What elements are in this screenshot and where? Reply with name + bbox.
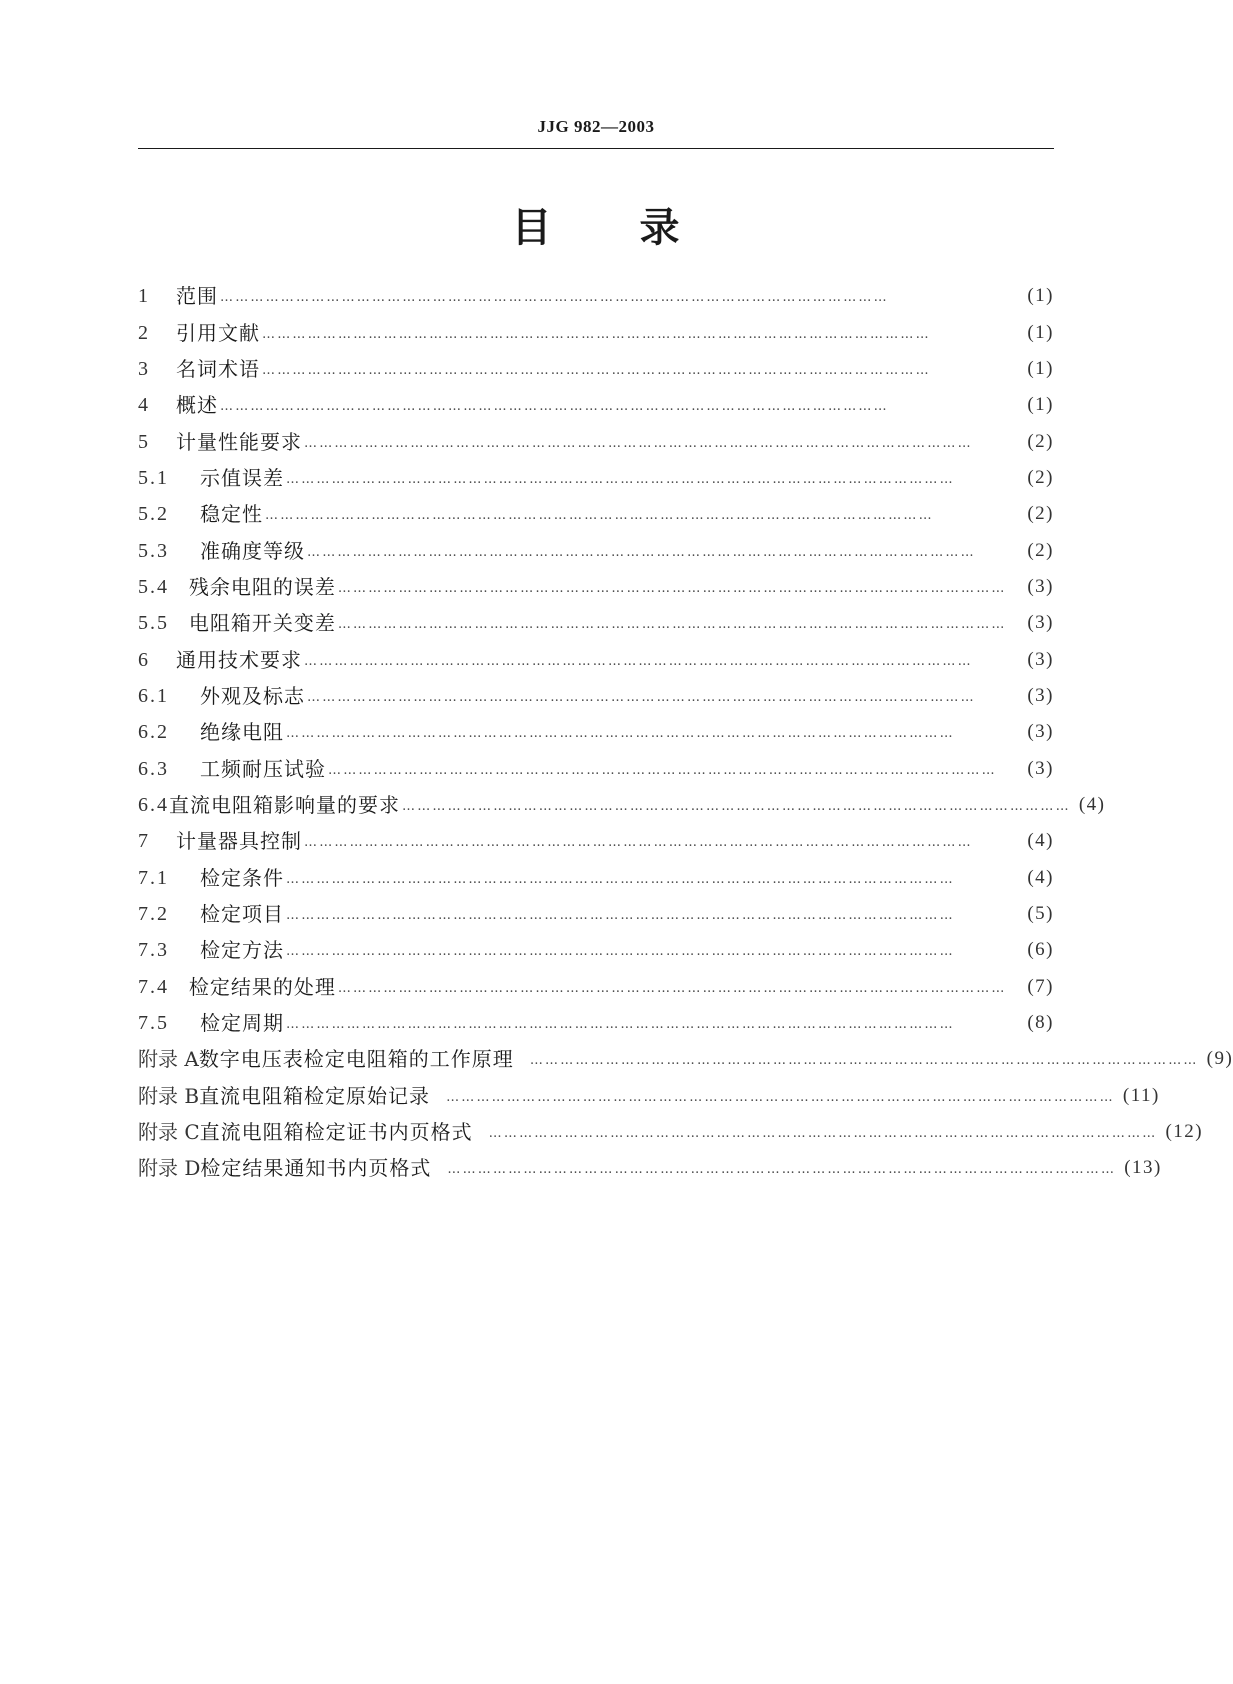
title-char-1: 目	[511, 205, 552, 251]
toc-leader-dots: ……………………………………………………………………………………………………………………	[529, 1053, 1199, 1069]
toc-page-number: (9)	[1206, 1048, 1233, 1070]
toc-leader-dots: ……………………………………………………………………………………………………………………	[286, 871, 955, 887]
toc-title: 检定周期	[200, 1011, 284, 1036]
toc-leader-dots: ……………………………………………………………………………………………………………………	[307, 689, 976, 705]
toc-page-number: (4)	[1027, 830, 1054, 852]
toc-page-number: (3)	[1027, 684, 1054, 706]
toc-entry[interactable]	[138, 787, 1106, 823]
toc-page-number: (3)	[1027, 612, 1054, 634]
toc-number: 5.5	[138, 612, 169, 635]
toc-entry[interactable]	[138, 387, 1054, 423]
toc-title: 通用技术要求	[176, 647, 302, 672]
toc-leader-dots: ……………………………………………………………………………………………………………………	[286, 1017, 955, 1033]
toc-leader-dots: ……………………………………………………………………………………………………………………	[488, 1126, 1158, 1142]
toc-page-number: (3)	[1027, 575, 1054, 597]
toc-title: 检定项目	[200, 902, 284, 927]
toc-title: 检定结果通知书内页格式	[200, 1156, 432, 1181]
toc-leader-dots: ……………………………………………………………………………………………………………………	[304, 435, 973, 451]
toc-leader-dots: ……………………………………………………………………………………………………………………	[304, 653, 973, 669]
toc-title: 范围	[176, 284, 218, 309]
toc-title: 概述	[176, 393, 218, 418]
toc-entry[interactable]	[138, 750, 1054, 786]
toc-leader-dots: ……………………………………………………………………………………………………………………	[447, 1162, 1117, 1178]
toc-page-number: (3)	[1027, 757, 1054, 779]
toc-page-number: (13)	[1124, 1157, 1162, 1179]
toc-number: 附录 D	[138, 1156, 201, 1181]
toc-number: 4	[138, 394, 150, 417]
toc-number: 6.2	[138, 721, 169, 744]
toc-title: 直流电阻箱检定原始记录	[199, 1083, 431, 1108]
toc-title: 检定结果的处理	[188, 974, 336, 999]
toc-number: 6	[138, 648, 150, 671]
toc-title: 直流电阻箱检定证书内页格式	[199, 1120, 473, 1145]
toc-entry[interactable]	[138, 1114, 1204, 1150]
toc-entry[interactable]	[138, 896, 1054, 932]
toc-title: 检定方法	[200, 938, 284, 963]
toc-entry[interactable]	[138, 314, 1054, 350]
page-title	[0, 196, 1191, 253]
toc-number: 6.1	[138, 684, 169, 707]
toc-number: 3	[138, 357, 150, 380]
toc-number: 7.2	[138, 903, 169, 926]
toc-number: 附录 C	[138, 1120, 200, 1145]
toc-entry[interactable]	[138, 423, 1054, 459]
toc-leader-dots: ……………………………………………………………………………………………………………………	[262, 326, 931, 342]
toc-number: 5.2	[138, 503, 169, 526]
toc-leader-dots: ……………………………………………………………………………………………………………………	[262, 362, 931, 378]
toc-page-number: (4)	[1027, 866, 1054, 888]
toc-leader-dots: ……………………………………………………………………………………………………………………	[286, 908, 955, 924]
toc-number: 附录 B	[138, 1083, 200, 1108]
toc-page-number: (2)	[1027, 466, 1054, 488]
toc-number: 7.4	[138, 975, 169, 998]
toc-leader-dots: ……………………………………………………………………………………………………………………	[307, 544, 976, 560]
toc-page-number: (3)	[1027, 648, 1054, 670]
toc-number: 7	[138, 830, 150, 853]
toc-page-number: (3)	[1027, 721, 1054, 743]
toc-page-number: (1)	[1027, 357, 1054, 379]
toc-page-number: (1)	[1027, 321, 1054, 343]
toc-leader-dots: ……………………………………………………………………………………………………………………	[286, 944, 955, 960]
standard-code-header: JJG 982—2003	[537, 117, 655, 136]
toc-number: 5.3	[138, 539, 169, 562]
toc-number: 6.4	[138, 793, 169, 816]
toc-page-number: (2)	[1027, 503, 1054, 525]
toc-title: 外观及标志	[200, 683, 305, 708]
toc-number: 5.1	[138, 466, 169, 489]
toc-number: 7.5	[138, 1012, 169, 1035]
toc-entry[interactable]	[138, 1150, 1162, 1186]
toc-page-number: (12)	[1165, 1121, 1204, 1143]
toc-page-number: (7)	[1027, 975, 1054, 997]
toc-page-number: (4)	[1078, 793, 1106, 815]
toc-number: 7.3	[138, 939, 169, 962]
toc-page-number: (2)	[1027, 430, 1054, 452]
toc-number: 1	[138, 285, 150, 308]
toc-title: 计量性能要求	[176, 429, 302, 454]
toc-entry[interactable]	[138, 678, 1054, 714]
toc-leader-dots: ……………………………………………………………………………………………………………………	[337, 617, 1007, 633]
toc-entry[interactable]	[138, 460, 1054, 496]
toc-title: 数字电压表检定电阻箱的工作原理	[198, 1047, 514, 1072]
toc-title: 计量器具控制	[176, 829, 302, 854]
toc-leader-dots: ……………………………………………………………………………………………………………………	[304, 835, 973, 851]
toc-title: 引用文献	[176, 320, 260, 345]
toc-leader-dots: ……………………………………………………………………………………………………………………	[220, 290, 889, 306]
toc-leader-dots: ……………………………………………………………………………………………………………………	[402, 798, 1071, 814]
title-char-2: 录	[639, 205, 680, 251]
toc-entry[interactable]	[138, 351, 1054, 387]
toc-leader-dots: ……………………………………………………………………………………………………………………	[337, 580, 1007, 596]
table-of-contents	[138, 278, 1233, 1187]
toc-page-number: (5)	[1027, 903, 1054, 925]
toc-number: 附录 A	[138, 1047, 199, 1072]
toc-leader-dots: ……………………………………………………………………………………………………………………	[220, 399, 889, 415]
toc-page-number: (1)	[1027, 285, 1054, 307]
toc-entry[interactable]	[138, 714, 1054, 750]
toc-entry[interactable]	[138, 569, 1054, 605]
toc-title: 准确度等级	[200, 538, 305, 563]
toc-leader-dots: ……………………………………………………………………………………………………………………	[446, 1089, 1115, 1105]
toc-leader-dots: ……………………………………………………………………………………………………………………	[328, 762, 997, 778]
toc-entry[interactable]	[138, 496, 1054, 532]
toc-entry[interactable]	[138, 605, 1054, 641]
toc-entry[interactable]	[138, 1041, 1233, 1077]
toc-page-number: (11)	[1122, 1084, 1160, 1106]
toc-number: 2	[138, 321, 150, 344]
toc-title: 电阻箱开关变差	[188, 611, 336, 636]
toc-entry[interactable]	[138, 532, 1054, 568]
toc-title: 名词术语	[176, 356, 260, 381]
toc-entry[interactable]	[138, 1078, 1160, 1114]
toc-page-number: (6)	[1027, 939, 1054, 961]
toc-number: 5.4	[138, 575, 169, 598]
toc-title: 检定条件	[200, 865, 284, 890]
toc-entry[interactable]	[138, 641, 1054, 677]
toc-leader-dots: ……………………………………………………………………………………………………………………	[286, 471, 955, 487]
toc-title: 残余电阻的误差	[188, 574, 336, 599]
toc-entry[interactable]	[138, 278, 1054, 314]
toc-page-number: (8)	[1027, 1012, 1054, 1034]
toc-title: 工频耐压试验	[200, 756, 326, 781]
toc-page-number: (2)	[1027, 539, 1054, 561]
toc-entry[interactable]	[138, 823, 1054, 859]
header-rule	[138, 148, 1054, 149]
toc-entry[interactable]	[138, 860, 1054, 896]
toc-entry[interactable]	[138, 969, 1054, 1005]
toc-title: 直流电阻箱影响量的要求	[169, 792, 400, 817]
toc-leader-dots: ……………………………………………………………………………………………………………………	[337, 980, 1007, 996]
toc-leader-dots: ……………………………………………………………………………………………………………………	[265, 508, 934, 524]
toc-number: 6.3	[138, 757, 169, 780]
toc-number: 7.1	[138, 866, 169, 889]
toc-entry[interactable]	[138, 932, 1054, 968]
toc-leader-dots: ……………………………………………………………………………………………………………………	[286, 726, 955, 742]
toc-title: 绝缘电阻	[200, 720, 284, 745]
toc-title: 稳定性	[200, 502, 263, 527]
toc-entry[interactable]	[138, 1005, 1054, 1041]
toc-title: 示值误差	[200, 465, 284, 490]
toc-number: 5	[138, 430, 150, 453]
toc-page-number: (1)	[1027, 394, 1054, 416]
